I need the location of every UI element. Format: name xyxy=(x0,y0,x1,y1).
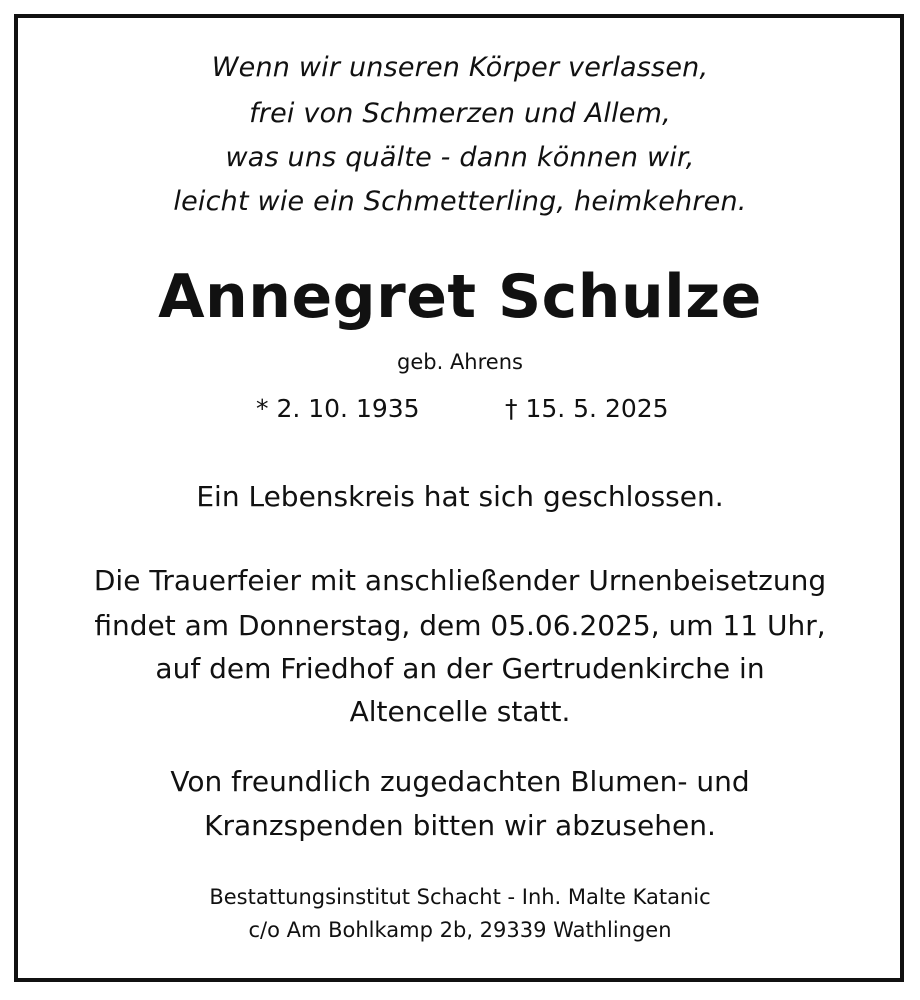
ceremony-line: Die Trauerfeier mit anschließender Urnenbeisetzung xyxy=(93,564,827,597)
funeral-home-line: Bestattungsinstitut Schacht - Inh. Malte Katanic xyxy=(209,885,711,909)
birth-date: * 2. 10. 1935 xyxy=(256,394,420,423)
deceased-name: Annegret Schulze xyxy=(158,262,762,332)
closing-line: Ein Lebenskreis hat sich geschlossen. xyxy=(196,480,724,513)
poem-line: leicht wie ein Schmetterling, heimkehren. xyxy=(173,186,747,217)
poem-line: Wenn wir unseren Körper verlassen, xyxy=(211,52,709,83)
ceremony-line: findet am Donnerstag, dem 05.06.2025, um 11 Uhr, xyxy=(94,609,826,642)
flowers-line: Kranzspenden bitten wir abzusehen. xyxy=(204,809,716,842)
poem-line: was uns quälte - dann können wir, xyxy=(225,142,695,173)
birth-name: geb. Ahrens xyxy=(397,350,523,374)
death-date: † 15. 5. 2025 xyxy=(505,394,669,423)
flowers-line: Von freundlich zugedachten Blumen- und xyxy=(170,765,750,798)
ceremony-line: Altencelle statt. xyxy=(349,695,571,728)
poem-line: frei von Schmerzen und Allem, xyxy=(249,98,671,129)
funeral-home-line: c/o Am Bohlkamp 2b, 29339 Wathlingen xyxy=(248,918,672,942)
ceremony-line: auf dem Friedhof an der Gertrudenkirche in xyxy=(155,652,765,685)
life-dates xyxy=(0,394,920,428)
